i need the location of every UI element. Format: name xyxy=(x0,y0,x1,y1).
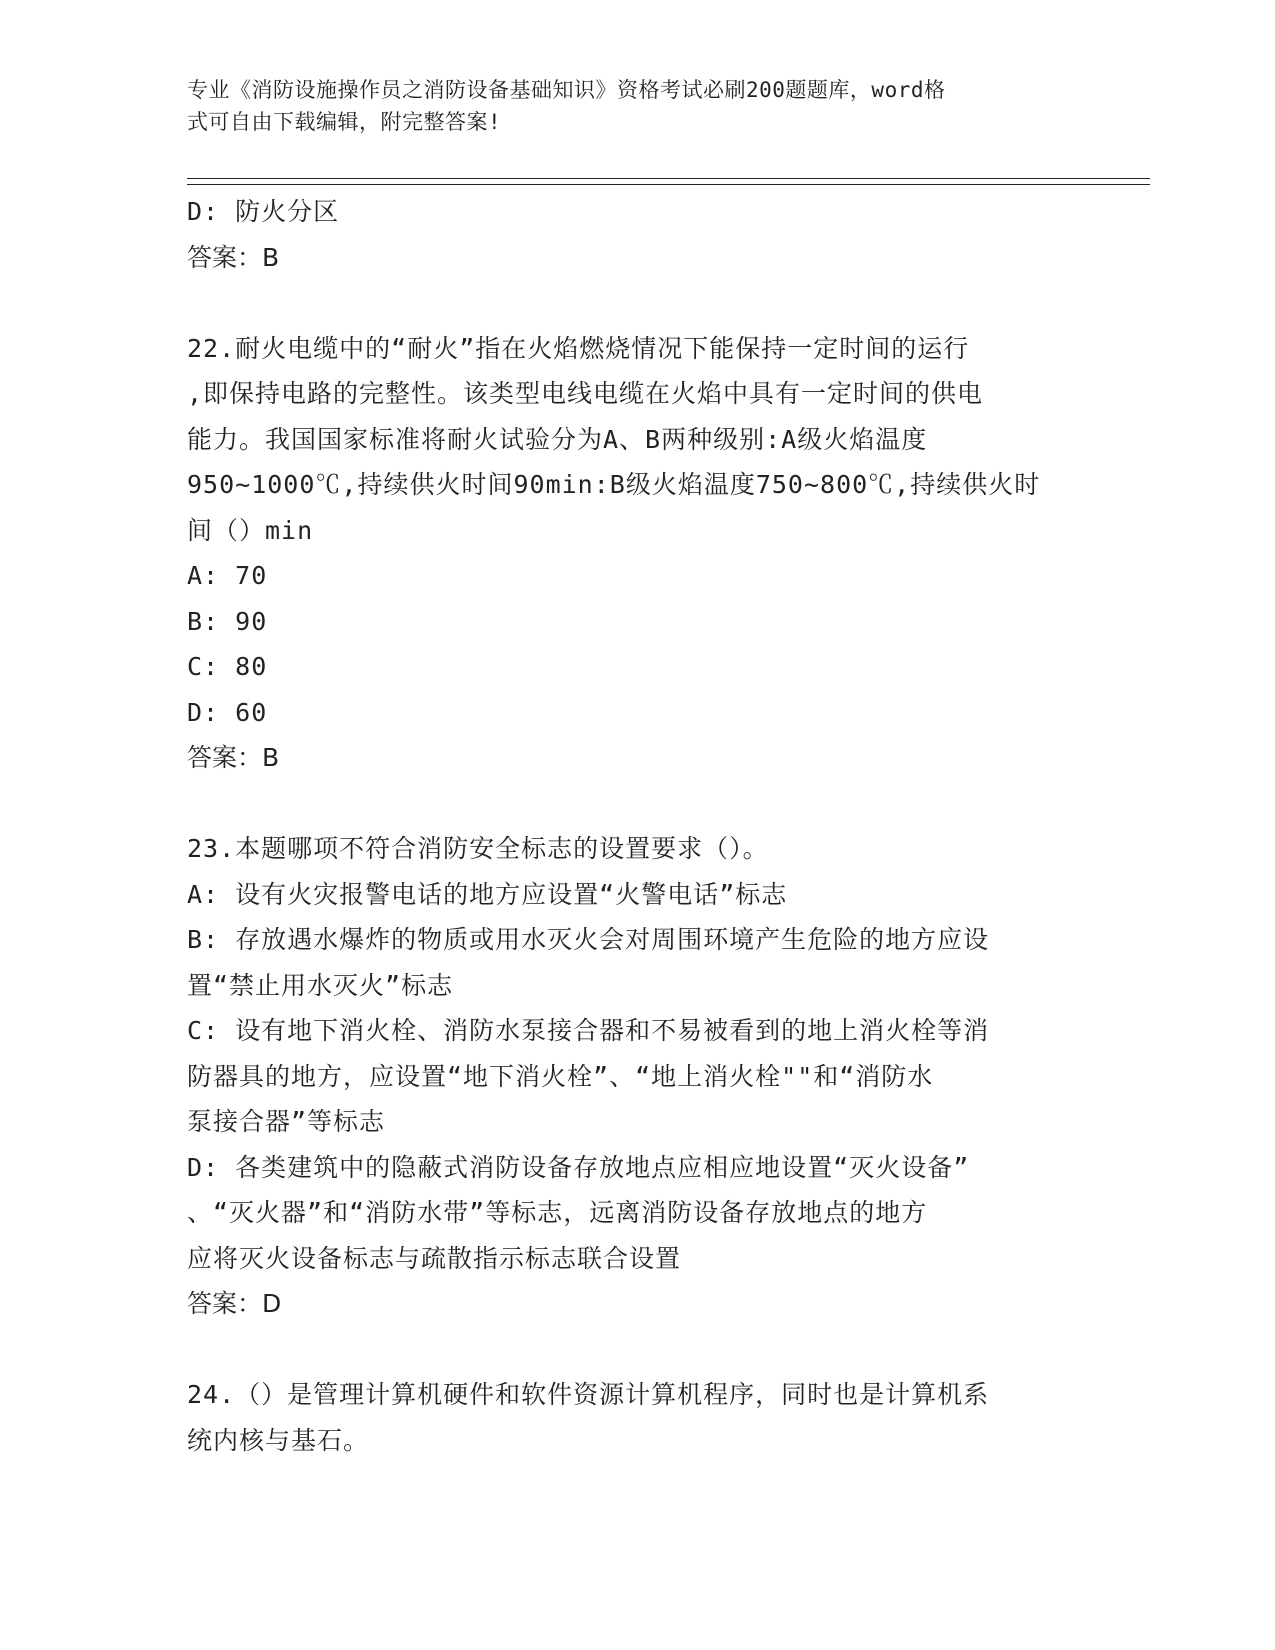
answer-line: 答案：B xyxy=(187,242,280,272)
answer-line: 答案：B xyxy=(187,743,280,772)
option-b: B: 90 xyxy=(187,606,268,636)
question-stem-line: 统内核与基石。 xyxy=(187,1425,370,1455)
option-d: D: 防火分区 xyxy=(187,197,340,226)
option-d-line: D: 各类建筑中的隐蔽式消防设备存放地点应相应地设置“灭火设备” xyxy=(187,1152,970,1182)
header-line: 专业《消防设施操作员之消防设备基础知识》资格考试必刷200题题库，word格 xyxy=(187,78,946,102)
option-d: D: 60 xyxy=(187,697,268,727)
question-stem-line: 间（）min xyxy=(187,515,314,545)
option-a: A: 70 xyxy=(187,561,268,590)
header-rule xyxy=(187,178,1150,179)
question-stem-line: 22.耐火电缆中的“耐火”指在火焰燃烧情况下能保持一定时间的运行 xyxy=(187,333,970,363)
document-body xyxy=(187,189,1087,1463)
question-24 xyxy=(187,1372,1087,1463)
option-b-line: B: 存放遇水爆炸的物质或用水灭火会对周围环境产生危险的地方应设 xyxy=(187,925,990,954)
question-stem-line: ,即保持电路的完整性。该类型电线电缆在火焰中具有一定时间的供电 xyxy=(187,379,984,408)
spacer xyxy=(187,781,1087,827)
option-d-line: 、“灭火器”和“消防水带”等标志，远离消防设备存放地点的地方 xyxy=(187,1198,928,1227)
question-stem-line: 23.本题哪项不符合消防安全标志的设置要求（）。 xyxy=(187,834,769,863)
question-22 xyxy=(187,326,1087,781)
question-23 xyxy=(187,826,1087,1327)
question-stem-line: 950~1000℃,持续供火时间90min:B级火焰温度750~800℃,持续供火时 xyxy=(187,470,1041,499)
question-stem-line: 24.（）是管理计算机硬件和软件资源计算机程序，同时也是计算机系 xyxy=(187,1380,990,1409)
option-c-line: 防器具的地方，应设置“地下消火栓”、“地上消火栓""和“消防水 xyxy=(187,1061,934,1091)
option-c: C: 80 xyxy=(187,652,268,681)
option-c-line: 泵接合器”等标志 xyxy=(187,1107,386,1136)
option-c-line: C: 设有地下消火栓、消防水泵接合器和不易被看到的地上消火栓等消 xyxy=(187,1016,990,1045)
option-d-line: 应将灭火设备标志与疏散指示标志联合设置 xyxy=(187,1243,682,1273)
header-line: 式可自由下载编辑，附完整答案! xyxy=(187,110,502,134)
answer-line: 答案：D xyxy=(187,1289,282,1318)
question-stem-line: 能力。我国国家标准将耐火试验分为A、B两种级别:A级火焰温度 xyxy=(187,424,928,454)
document-header xyxy=(187,74,1067,138)
spacer xyxy=(187,1327,1087,1373)
option-b-line: 置“禁止用水灭火”标志 xyxy=(187,970,454,1000)
option-a: A: 设有火灾报警电话的地方应设置“火警电话”标志 xyxy=(187,879,788,909)
spacer xyxy=(187,280,1087,326)
header-rule xyxy=(187,184,1150,185)
